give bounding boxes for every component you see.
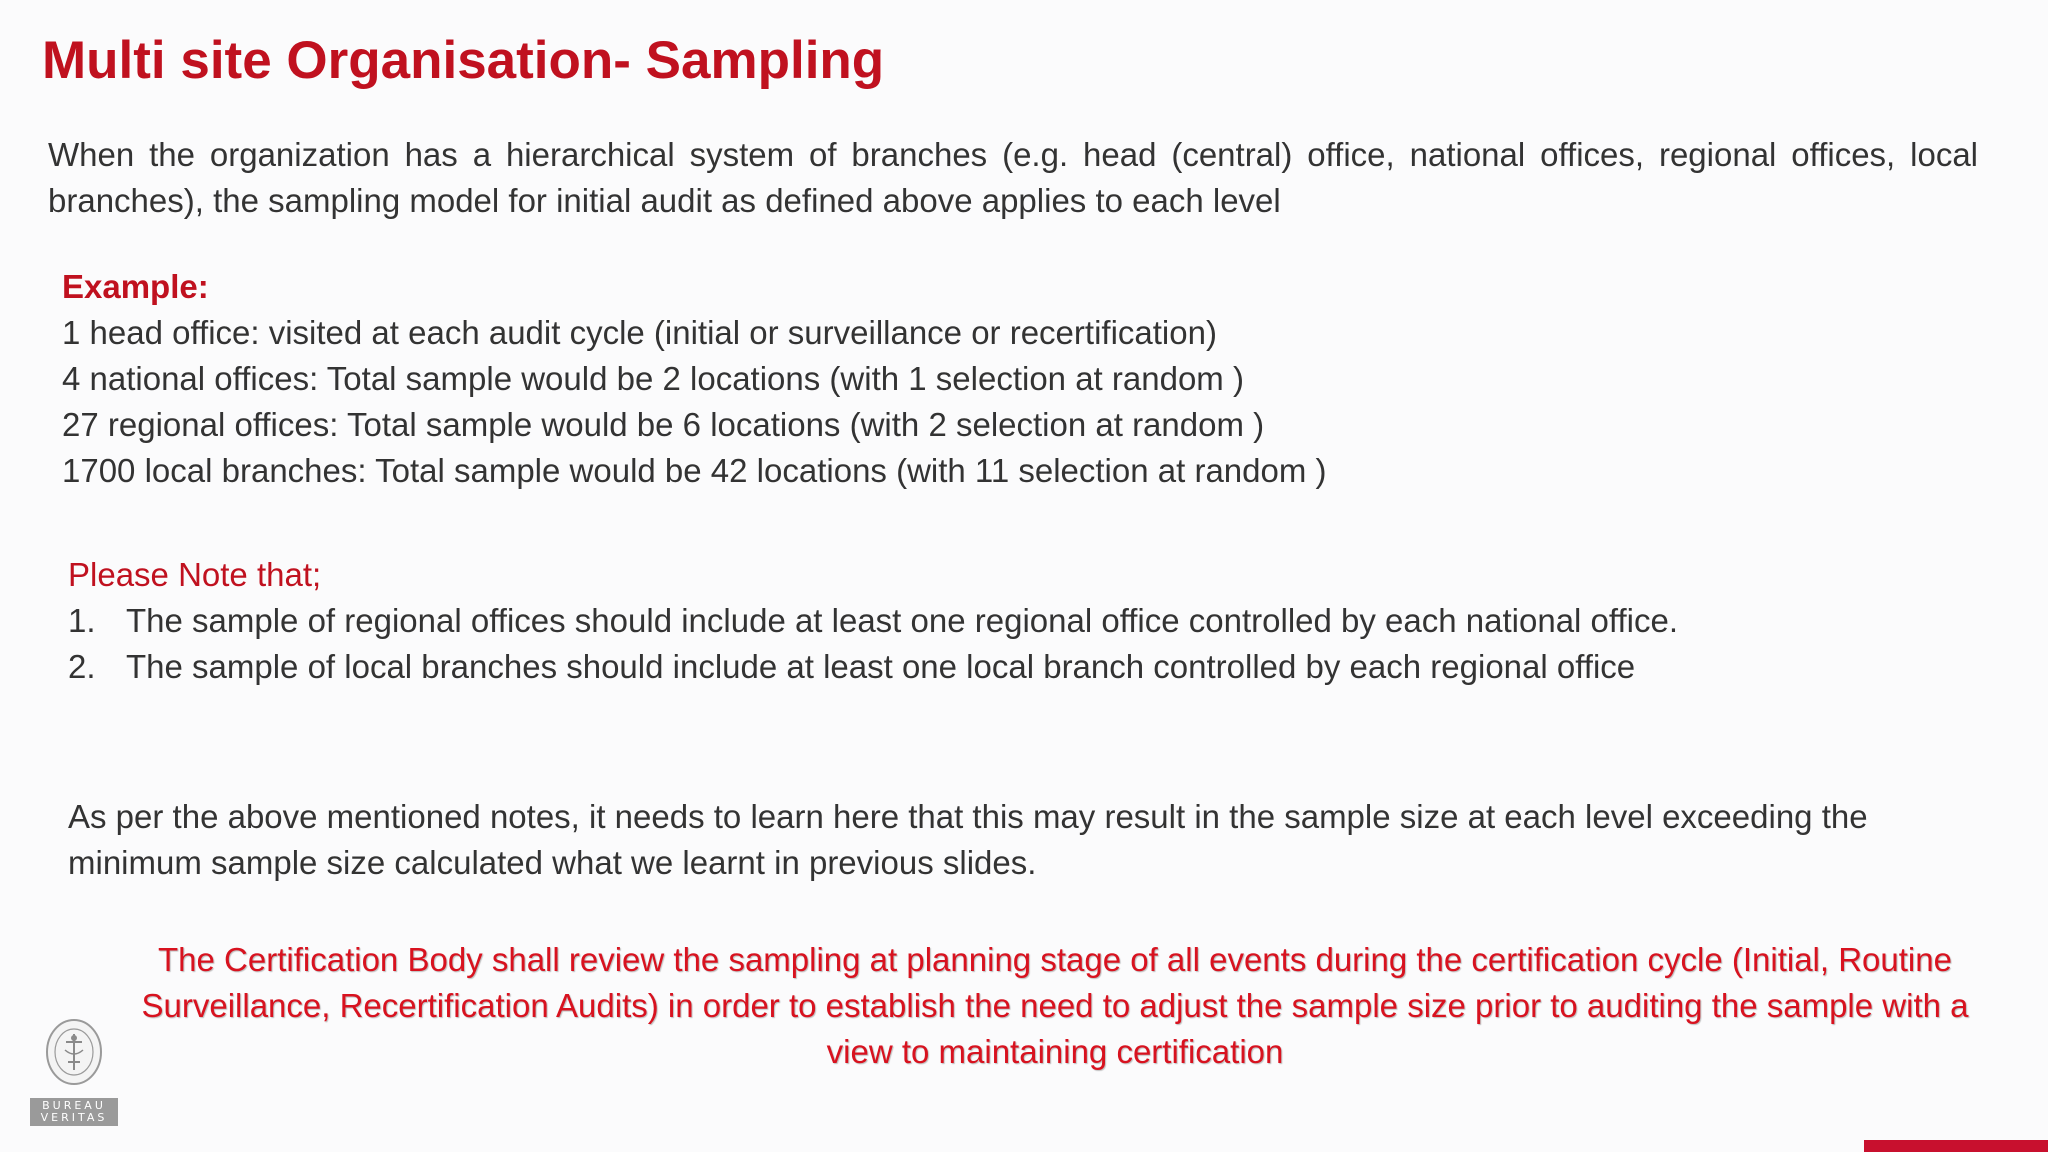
example-line-head-office: 1 head office: visited at each audit cycle (initial or surveillance or recertification) [62, 314, 1217, 351]
notes-heading: Please Note that; [68, 556, 322, 593]
note-item [68, 644, 1678, 690]
highlight-statement: The Certification Body shall review the sampling at planning stage of all events during the certification cycle (Initial, Routine Surveillance, Recertification Audits) in order to establish the need to adjust the sample size prior to auditing the sample with a view to maintaining certification [141, 941, 1969, 1070]
bureau-veritas-seal-icon [44, 1018, 104, 1094]
note-number: 1. [68, 602, 96, 639]
accent-bar [1864, 1140, 2048, 1152]
notes-block [68, 552, 1678, 690]
logo-line-veritas: VERITAS [40, 1111, 108, 1124]
note-text: The sample of regional offices should include at least one regional office controlled by each national office. [126, 602, 1678, 639]
example-line-regional-offices: 27 regional offices: Total sample would be 6 locations (with 2 selection at random ) [62, 406, 1265, 443]
logo-line-bureau: BUREAU [42, 1099, 106, 1112]
conclusion-paragraph: As per the above mentioned notes, it needs to learn here that this may result in the sample size at each level exceeding the minimum sample size calculated what we learnt in previous slides. [68, 798, 1868, 881]
example-block [62, 264, 1327, 494]
note-text: The sample of local branches should include at least one local branch controlled by each regional office [126, 648, 1636, 685]
note-item [68, 598, 1678, 644]
slide-title: Multi site Organisation- Sampling [42, 31, 885, 90]
example-line-national-offices: 4 national offices: Total sample would be 2 locations (with 1 selection at random ) [62, 360, 1244, 397]
note-number: 2. [68, 648, 96, 685]
example-line-local-branches: 1700 local branches: Total sample would be 42 locations (with 11 selection at random ) [62, 452, 1327, 489]
logo-wordmark [30, 1098, 118, 1126]
bureau-veritas-logo [30, 1018, 118, 1126]
intro-paragraph: When the organization has a hierarchical system of branches (e.g. head (central) office, national offices, regional offices, local branches), the sampling model for initial audit as defined above applies to each level [48, 136, 1978, 219]
example-heading: Example: [62, 268, 209, 305]
